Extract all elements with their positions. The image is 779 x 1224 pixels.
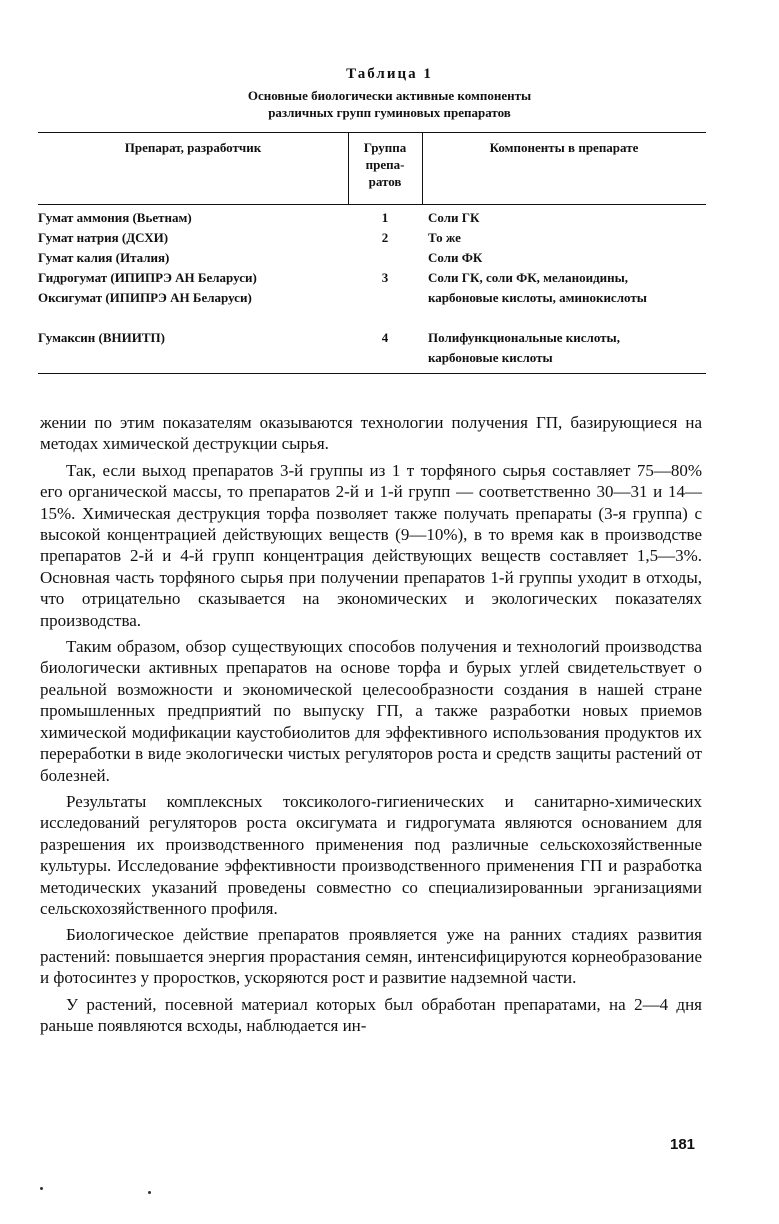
- cell-group: 2: [381, 230, 389, 245]
- paragraph: Биологическое действие препаратов проявляется уже на ранних стадиях развития растений: повышается энергия прорастания семян, интенсифицируются корнеобразование и фотосинтез у проростков, ускоряются рост и развитие надземной части.: [40, 925, 702, 988]
- table-bottom-rule: [38, 373, 706, 374]
- cell-components: Соли ФК: [428, 250, 483, 265]
- print-speck: [148, 1191, 151, 1194]
- table-label: Таблица 1: [346, 66, 433, 82]
- header-components: Компоненты в препарате: [489, 140, 639, 155]
- cell-components: Соли ГК: [428, 210, 480, 225]
- table-top-rule: [38, 132, 706, 133]
- cell-group: 1: [381, 210, 389, 225]
- cell-components: Соли ГК, соли ФК, меланоидины,: [428, 270, 629, 285]
- table-caption: [0, 66, 779, 121]
- cell-components: карбоновые кислоты: [428, 350, 553, 365]
- table-title-line2: различных групп гуминовых препаратов: [268, 105, 511, 120]
- table-title: [0, 87, 779, 121]
- header-group: [348, 139, 422, 190]
- paragraph: Так, если выход препаратов 3-й группы из 1 т торфяного сырья составляет 75—80% его органической массы, то препаратов 2-й и 1-й групп — соответственно 30—31 и 14—15%. Химическая деструкция торфа позволяет также получать препараты (3-я группа) с высокой концентрацией действующих веществ (9—10%), в то время как в производстве препаратов 2-й и 4-й групп концентрация действующих веществ составляет 1,5—3%. Основная часть торфяного сырья при получении препаратов 1-й группы уходит в отходы, что отрицательно сказывается на экономических и экологических показателях производства.: [40, 460, 702, 630]
- cell-preparation: Гумат аммония (Вьетнам): [38, 210, 192, 225]
- cell-preparation: Оксигумат (ИПИПРЭ АН Беларуси): [38, 290, 252, 305]
- data-table: [38, 132, 706, 374]
- print-speck: [40, 1187, 43, 1190]
- header-preparation: Препарат, разработчик: [124, 140, 262, 155]
- page-number: 181: [670, 1136, 696, 1153]
- paragraph: Результаты комплексных токсиколого-гигиенических и санитарно-химических исследований регуляторов роста оксигумата и гидрогумата являются основанием для разрешения их производственного применения под различные сельскохозяйственные культуры. Исследование эффективности производственного применения ГП и разработка методических указаний проведены совместно со специализированныи эрганизациями сельскохозяйственного профиля.: [40, 791, 702, 918]
- body-text: [40, 412, 702, 1041]
- cell-group: 4: [381, 330, 389, 345]
- header-group-line: препа-: [365, 157, 405, 172]
- cell-components: карбоновые кислоты, аминокислоты: [428, 290, 647, 305]
- header-group-line: ратов: [368, 174, 402, 189]
- header-group-line: Группа: [363, 140, 407, 155]
- paragraph: жении по этим показателям оказываются технологии получения ГП, базирующиеся на методах химической деструкции сырья.: [40, 413, 702, 454]
- cell-preparation: Гумат калия (Италия): [38, 250, 170, 265]
- cell-components: То же: [428, 230, 461, 245]
- header-bottom-rule: [38, 204, 706, 205]
- cell-preparation: Гумаксин (ВНИИТП): [38, 330, 165, 345]
- paragraph: Таким образом, обзор существующих способов получения и технологий производства биологически активных препаратов на основе торфа и бурых углей свидетельствует о реальной возможности и экономической целесообразности создания в нашей стране промышленных предприятий по выпуску ГП, а также разработки новых приемов химической модификации каустобиолитов для эффективного использования продуктов их переработки в виде экологически чистых регуляторов роста и средств защиты растений от болезней.: [40, 637, 702, 785]
- cell-preparation: Гумат натрия (ДСХИ): [38, 230, 169, 245]
- cell-group: 3: [381, 270, 389, 285]
- paragraph: У растений, посевной материал которых был обработан препаратами, на 2—4 дня раньше появляются всходы, наблюдается ин-: [40, 994, 702, 1035]
- cell-components: Полифункциональные кислоты,: [428, 330, 620, 345]
- cell-preparation: Гидрогумат (ИПИПРЭ АН Беларуси): [38, 270, 257, 285]
- table-title-line1: Основные биологически активные компоненты: [247, 88, 532, 103]
